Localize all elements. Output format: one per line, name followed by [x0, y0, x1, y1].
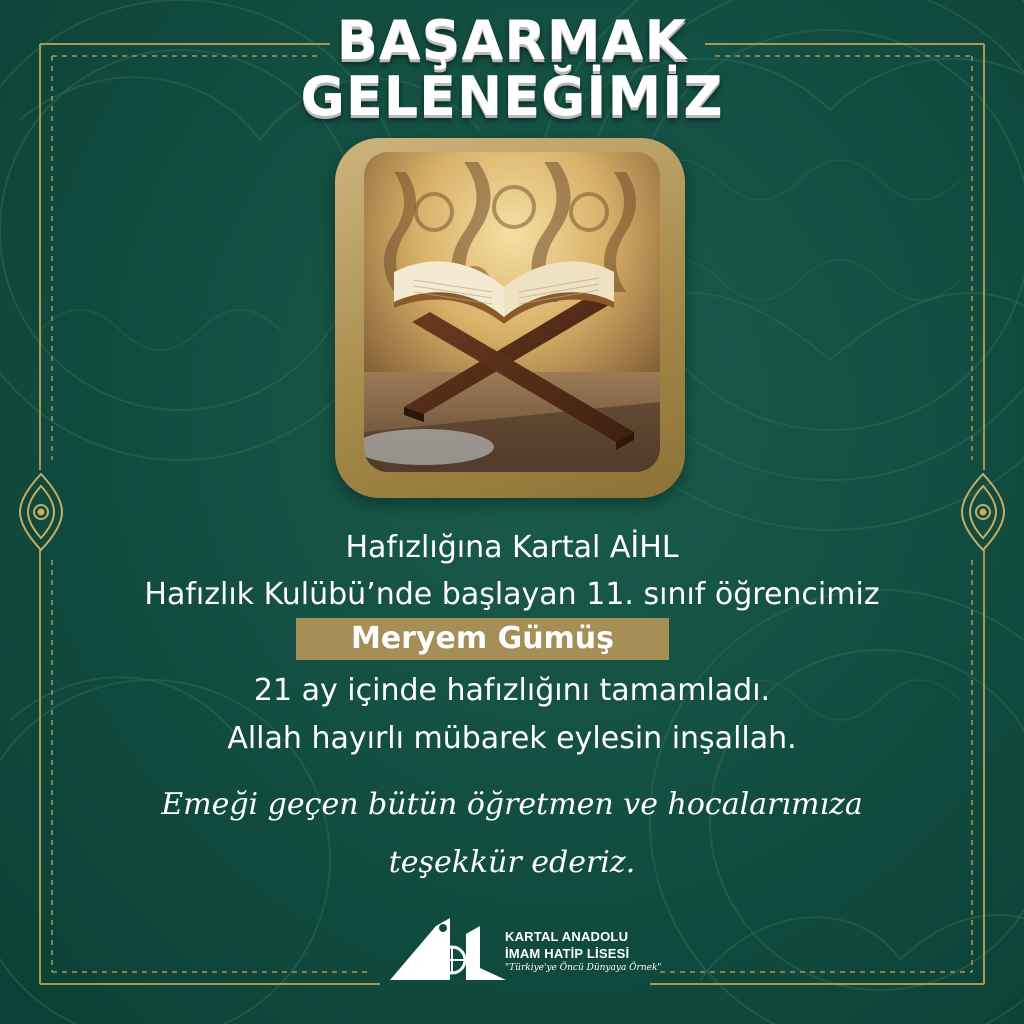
quran-on-rahle-photo [364, 152, 660, 472]
logo-line-1: KARTAL ANADOLU [505, 929, 629, 944]
announcement-line-1: Hafızlığına Kartal AİHL [345, 530, 679, 565]
title-line-1: BAŞARMAK [336, 9, 688, 72]
thanks-line-2: teşekkür ederiz. [388, 845, 636, 880]
announcement-line-5: Allah hayırlı mübarek eylesin inşallah. [227, 721, 797, 756]
student-name: Meryem Gümüş [350, 621, 615, 656]
announcement-line-2: Hafızlık Kulübü’nde başlayan 11. sınıf öğrencimiz [144, 577, 880, 612]
title-line-2: GELENEĞİMİZ [300, 65, 724, 128]
school-logo-icon [388, 916, 508, 982]
announcement-line-4: 21 ay içinde hafızlığını tamamladı. [253, 673, 771, 708]
logo-slogan: "Türkiye'ye Öncü Dünyaya Örnek" [505, 963, 662, 973]
school-logo-text [505, 928, 662, 975]
logo-line-2: İMAM HATİP LİSESİ [505, 946, 630, 961]
thanks-line-1: Emeği geçen bütün öğretmen ve hocalarımıza [161, 787, 863, 822]
